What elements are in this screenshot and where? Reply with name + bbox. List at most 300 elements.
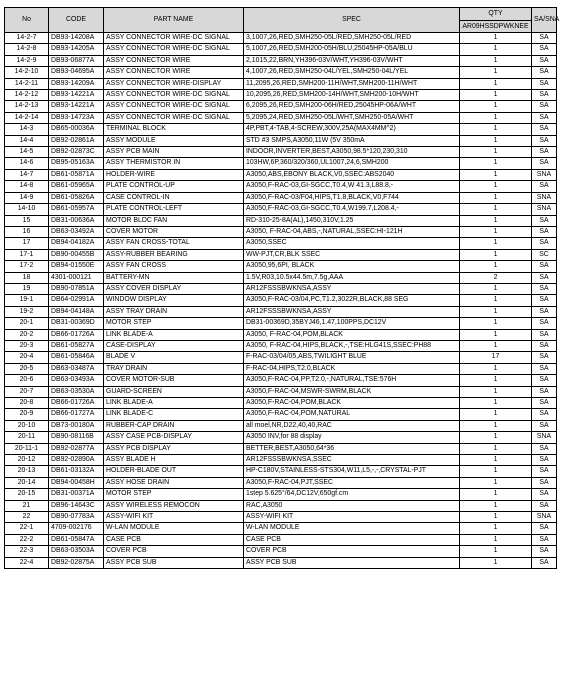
- cell-spec: 4P,PBT,4-TAB,4-SCREW,300V,25A(MAX4MM^2): [244, 124, 460, 135]
- table-row: [5, 352, 557, 363]
- table-row: [5, 204, 557, 215]
- cell-code: DB63-03492A: [49, 226, 104, 237]
- cell-no: 20-11-1: [5, 443, 49, 454]
- cell-no: 19-2: [5, 306, 49, 317]
- cell-no: 22-3: [5, 546, 49, 557]
- cell-part-name: ASSY CONNECTOR WIRE-DISPLAY: [104, 78, 244, 89]
- table-row: [5, 112, 557, 123]
- cell-part-name: HOLDER-BLADE OUT: [104, 466, 244, 477]
- cell-sa-sna: SNA: [532, 432, 557, 443]
- cell-qty: 1: [460, 181, 532, 192]
- cell-spec: A3050,ABS,EBONY BLACK,V0,SSEC:ABS2040: [244, 169, 460, 180]
- cell-code: DB90-00455B: [49, 249, 104, 260]
- cell-qty: 1: [460, 90, 532, 101]
- cell-qty: 1: [460, 534, 532, 545]
- cell-qty: 1: [460, 215, 532, 226]
- table-row: [5, 306, 557, 317]
- cell-sa-sna: SA: [532, 101, 557, 112]
- cell-sa-sna: SA: [532, 466, 557, 477]
- cell-part-name: COVER MOTOR: [104, 226, 244, 237]
- cell-part-name: ASSY COVER DISPLAY: [104, 283, 244, 294]
- cell-sa-sna: SA: [532, 181, 557, 192]
- cell-sa-sna: SA: [532, 295, 557, 306]
- cell-qty: 1: [460, 33, 532, 44]
- cell-part-name: ASSY HOSE DRAIN: [104, 477, 244, 488]
- cell-spec: F-RAC-03/04/05,ABS,TWILIGHT BLUE: [244, 352, 460, 363]
- cell-code: DB90-08116B: [49, 432, 104, 443]
- cell-part-name: ASSY FAN CROSS: [104, 261, 244, 272]
- cell-sa-sna: SA: [532, 557, 557, 568]
- cell-no: 14-2-7: [5, 33, 49, 44]
- table-row: [5, 546, 557, 557]
- cell-code: DB93-14205A: [49, 44, 104, 55]
- cell-qty: 1: [460, 329, 532, 340]
- cell-qty: 1: [460, 67, 532, 78]
- cell-no: 14-8: [5, 181, 49, 192]
- cell-spec: RD-310-25-8A(AL),1450,310V,1.25: [244, 215, 460, 226]
- cell-code: DB61-05871A: [49, 169, 104, 180]
- cell-sa-sna: SA: [532, 215, 557, 226]
- table-row: [5, 523, 557, 534]
- cell-part-name: HOLDER-WIRE: [104, 169, 244, 180]
- cell-part-name: ASSY CONNECTOR WIRE-DC SIGNAL: [104, 112, 244, 123]
- cell-spec: WW-PJT,CR,BLK SSEC: [244, 249, 460, 260]
- cell-qty: 1: [460, 147, 532, 158]
- table-row: [5, 386, 557, 397]
- cell-part-name: LINK BLADE-A: [104, 398, 244, 409]
- cell-code: DB61-05957A: [49, 204, 104, 215]
- cell-sa-sna: SA: [532, 534, 557, 545]
- cell-part-name: MOTOR STEP: [104, 489, 244, 500]
- cell-code: DB66-01726A: [49, 329, 104, 340]
- cell-spec: A3050,SSEC: [244, 238, 460, 249]
- table-row: [5, 375, 557, 386]
- cell-qty: 1: [460, 78, 532, 89]
- cell-part-name: TRAY DRAIN: [104, 363, 244, 374]
- cell-part-name: ASSY PCB DISPLAY: [104, 443, 244, 454]
- table-row: [5, 181, 557, 192]
- cell-code: DB31-00371A: [49, 489, 104, 500]
- cell-qty: 1: [460, 261, 532, 272]
- cell-spec: INDOOR,INVERTER,BEST,A3050,98.5*120,230,310: [244, 147, 460, 158]
- table-row: [5, 557, 557, 568]
- cell-sa-sna: SA: [532, 55, 557, 66]
- cell-part-name: ASSY CONNECTOR WIRE: [104, 55, 244, 66]
- table-row: [5, 500, 557, 511]
- cell-sa-sna: SA: [532, 489, 557, 500]
- cell-no: 20-15: [5, 489, 49, 500]
- cell-part-name: COVER PCB: [104, 546, 244, 557]
- cell-sa-sna: SA: [532, 261, 557, 272]
- cell-qty: 1: [460, 192, 532, 203]
- cell-part-name: ASSY CONNECTOR WIRE-DC SIGNAL: [104, 90, 244, 101]
- cell-no: 20-3: [5, 340, 49, 351]
- cell-sa-sna: SA: [532, 386, 557, 397]
- cell-sa-sna: SA: [532, 398, 557, 409]
- cell-spec: A3050,F-RAC-03/04,PC,T1.2,3022R,BLACK,88 SEG: [244, 295, 460, 306]
- cell-spec: 3,1007,26,RED,SMH250-05L/RED,SMH250-05L/RED: [244, 33, 460, 44]
- cell-part-name: TERMINAL BLOCK: [104, 124, 244, 135]
- cell-code: DB94-04148A: [49, 306, 104, 317]
- cell-part-name: W-LAN MODULE: [104, 523, 244, 534]
- cell-no: 22-4: [5, 557, 49, 568]
- cell-spec: BETTER,BEST,A3050,64*36: [244, 443, 460, 454]
- cell-sa-sna: SA: [532, 306, 557, 317]
- cell-no: 14-2-10: [5, 67, 49, 78]
- cell-spec: A3050,F-RAC-03/F04,HIPS,T1.8,BLACK,V0,F744: [244, 192, 460, 203]
- cell-no: 20-4: [5, 352, 49, 363]
- table-row: [5, 67, 557, 78]
- cell-qty: 1: [460, 443, 532, 454]
- cell-sa-sna: SA: [532, 67, 557, 78]
- cell-spec: A3050 INV,for 88 display: [244, 432, 460, 443]
- cell-spec: 103HW,6P,360/320/360,UL1007,24,6,SMH200: [244, 158, 460, 169]
- cell-code: DB61-03132A: [49, 466, 104, 477]
- cell-sa-sna: SA: [532, 340, 557, 351]
- cell-spec: ASSY PCB SUB: [244, 557, 460, 568]
- cell-code: DB63-03487A: [49, 363, 104, 374]
- cell-qty: 1: [460, 386, 532, 397]
- cell-sa-sna: SA: [532, 443, 557, 454]
- parts-list-sheet: [4, 7, 560, 569]
- cell-part-name: ASSY-RUBBER BEARING: [104, 249, 244, 260]
- cell-spec: A3050,F-RAC-04,PP,T2.0,-,NATURAL,TSE:576H: [244, 375, 460, 386]
- table-row: [5, 192, 557, 203]
- cell-qty: 1: [460, 500, 532, 511]
- cell-part-name: WINDOW DISPLAY: [104, 295, 244, 306]
- table-row: [5, 398, 557, 409]
- cell-no: 19-1: [5, 295, 49, 306]
- cell-spec: A3050, F-RAC-04,POM,BLACK: [244, 329, 460, 340]
- header-code: CODE: [49, 8, 104, 33]
- cell-sa-sna: SA: [532, 78, 557, 89]
- cell-qty: 1: [460, 295, 532, 306]
- cell-spec: all moel,NR,D22,40,40,RAC: [244, 420, 460, 431]
- table-row: [5, 318, 557, 329]
- cell-code: DB92-02861A: [49, 135, 104, 146]
- cell-qty: 1: [460, 455, 532, 466]
- cell-part-name: ASSY CONNECTOR WIRE: [104, 67, 244, 78]
- cell-qty: 2: [460, 272, 532, 283]
- cell-sa-sna: SC: [532, 249, 557, 260]
- cell-spec: A3050,F-RAC-04,POM,BLACK: [244, 398, 460, 409]
- cell-qty: 1: [460, 557, 532, 568]
- table-row: [5, 147, 557, 158]
- cell-no: 16: [5, 226, 49, 237]
- cell-qty: 1: [460, 158, 532, 169]
- cell-qty: 1: [460, 44, 532, 55]
- cell-qty: 1: [460, 283, 532, 294]
- cell-part-name: ASSY MODULE: [104, 135, 244, 146]
- cell-code: DB61-05846A: [49, 352, 104, 363]
- cell-qty: 1: [460, 398, 532, 409]
- cell-qty: 1: [460, 432, 532, 443]
- cell-part-name: ASSY WIRELESS REMOCON: [104, 500, 244, 511]
- cell-sa-sna: SNA: [532, 204, 557, 215]
- cell-spec: AR12FSSSBWKNSA,ASSY: [244, 306, 460, 317]
- cell-code: DB66-01727A: [49, 409, 104, 420]
- cell-no: 20-14: [5, 477, 49, 488]
- cell-part-name: LINK BLADE-A: [104, 329, 244, 340]
- cell-no: 20-9: [5, 409, 49, 420]
- table-row: [5, 512, 557, 523]
- cell-sa-sna: SA: [532, 477, 557, 488]
- cell-code: DB93-14221A: [49, 101, 104, 112]
- table-row: [5, 272, 557, 283]
- cell-qty: 1: [460, 466, 532, 477]
- cell-code: DB64-02991A: [49, 295, 104, 306]
- cell-part-name: CASE PCB: [104, 534, 244, 545]
- cell-sa-sna: SA: [532, 226, 557, 237]
- parts-table-body: [5, 33, 557, 569]
- cell-no: 20-7: [5, 386, 49, 397]
- cell-qty: 1: [460, 375, 532, 386]
- cell-qty: 1: [460, 489, 532, 500]
- cell-sa-sna: SA: [532, 238, 557, 249]
- cell-spec: A3050,F-RAC-04,PJT,SSEC: [244, 477, 460, 488]
- table-row: [5, 78, 557, 89]
- cell-no: 14-10: [5, 204, 49, 215]
- cell-code: DB61-05827A: [49, 340, 104, 351]
- cell-sa-sna: SNA: [532, 169, 557, 180]
- cell-sa-sna: SA: [532, 375, 557, 386]
- cell-spec: 11,2095,26,RED,SMH200-11H/WHT,SMH200-11H/WHT: [244, 78, 460, 89]
- cell-qty: 1: [460, 238, 532, 249]
- cell-spec: CASE PCB: [244, 534, 460, 545]
- cell-no: 20-11: [5, 432, 49, 443]
- cell-part-name: ASSY PCB MAIN: [104, 147, 244, 158]
- cell-part-name: ASSY CONNECTOR WIRE-DC SIGNAL: [104, 101, 244, 112]
- cell-sa-sna: SA: [532, 500, 557, 511]
- table-row: [5, 226, 557, 237]
- cell-spec: RAC,A3050: [244, 500, 460, 511]
- cell-qty: 1: [460, 409, 532, 420]
- cell-sa-sna: SA: [532, 124, 557, 135]
- cell-code: DB63-03503A: [49, 546, 104, 557]
- cell-no: 20-5: [5, 363, 49, 374]
- cell-no: 14-5: [5, 147, 49, 158]
- cell-code: DB92-02877A: [49, 443, 104, 454]
- cell-no: 20-10: [5, 420, 49, 431]
- cell-sa-sna: SA: [532, 523, 557, 534]
- cell-code: DB65-00036A: [49, 124, 104, 135]
- table-row: [5, 249, 557, 260]
- cell-qty: 1: [460, 55, 532, 66]
- cell-sa-sna: SA: [532, 352, 557, 363]
- cell-code: DB93-04695A: [49, 67, 104, 78]
- cell-no: 14-2-11: [5, 78, 49, 89]
- cell-no: 17-2: [5, 261, 49, 272]
- cell-part-name: BLADE V: [104, 352, 244, 363]
- cell-sa-sna: SA: [532, 318, 557, 329]
- cell-no: 22-2: [5, 534, 49, 545]
- cell-code: DB96-14643C: [49, 500, 104, 511]
- cell-code: DB61-05965A: [49, 181, 104, 192]
- cell-spec: F-RAC-04,HIPS,T2.0,BLACK: [244, 363, 460, 374]
- cell-no: 14-2-8: [5, 44, 49, 55]
- table-row: [5, 44, 557, 55]
- cell-qty: 1: [460, 169, 532, 180]
- cell-no: 20-6: [5, 375, 49, 386]
- table-row: [5, 90, 557, 101]
- cell-code: 4301-000121: [49, 272, 104, 283]
- header-spec: SPEC: [244, 8, 460, 33]
- cell-part-name: ASSY CONNECTOR WIRE-DC SIGNAL: [104, 33, 244, 44]
- cell-no: 15: [5, 215, 49, 226]
- cell-part-name: PLATE CONTROL-LEFT: [104, 204, 244, 215]
- table-row: [5, 169, 557, 180]
- cell-sa-sna: SA: [532, 272, 557, 283]
- table-row: [5, 101, 557, 112]
- cell-code: DB94-04182A: [49, 238, 104, 249]
- cell-spec: A3050, F-RAC-04,HIPS,BLACK,-,TSE:HLG41S,SSEC:PH88: [244, 340, 460, 351]
- cell-qty: 1: [460, 523, 532, 534]
- table-row: [5, 158, 557, 169]
- cell-no: 14-2-12: [5, 90, 49, 101]
- cell-part-name: ASSY CASE PCB-DISPLAY: [104, 432, 244, 443]
- cell-qty: 1: [460, 420, 532, 431]
- cell-code: DB95-05163A: [49, 158, 104, 169]
- cell-qty: 1: [460, 546, 532, 557]
- cell-no: 21: [5, 500, 49, 511]
- cell-sa-sna: SA: [532, 329, 557, 340]
- cell-part-name: ASSY PCB SUB: [104, 557, 244, 568]
- table-row: [5, 409, 557, 420]
- table-row: [5, 489, 557, 500]
- header-sa-sna: SA/SNA: [532, 8, 557, 33]
- cell-sa-sna: SA: [532, 147, 557, 158]
- table-row: [5, 329, 557, 340]
- table-row: [5, 33, 557, 44]
- table-row: [5, 135, 557, 146]
- cell-code: DB92-02873C: [49, 147, 104, 158]
- table-row: [5, 261, 557, 272]
- cell-part-name: CASE-DISPLAY: [104, 340, 244, 351]
- cell-part-name: ASSY-WIFI KIT: [104, 512, 244, 523]
- cell-part-name: RUBBER-CAP DRAIN: [104, 420, 244, 431]
- cell-sa-sna: SA: [532, 455, 557, 466]
- table-row: [5, 432, 557, 443]
- cell-sa-sna: SA: [532, 409, 557, 420]
- table-row: [5, 124, 557, 135]
- cell-qty: 1: [460, 363, 532, 374]
- cell-spec: 6,2095,26,RED,SMH200-06H/RED,25045HP-06A/WHT: [244, 101, 460, 112]
- cell-no: 22: [5, 512, 49, 523]
- cell-sa-sna: SA: [532, 283, 557, 294]
- cell-part-name: CASE CONTROL-IN: [104, 192, 244, 203]
- cell-no: 20-12: [5, 455, 49, 466]
- cell-no: 17-1: [5, 249, 49, 260]
- cell-qty: 1: [460, 124, 532, 135]
- cell-part-name: ASSY CONNECTOR WIRE-DC SIGNAL: [104, 44, 244, 55]
- cell-spec: AR12FSSSBWKNSA,SSEC: [244, 455, 460, 466]
- table-row: [5, 443, 557, 454]
- cell-no: 20-8: [5, 398, 49, 409]
- cell-no: 20-1: [5, 318, 49, 329]
- cell-spec: A3050,95,6PI, BLACK: [244, 261, 460, 272]
- cell-no: 14-2-14: [5, 112, 49, 123]
- cell-spec: ASSY-WIFI KIT: [244, 512, 460, 523]
- table-row: [5, 295, 557, 306]
- parts-table: [4, 7, 560, 569]
- cell-spec: A3050, F-RAC-04,ABS,-,NATURAL,SSEC:HI-121H: [244, 226, 460, 237]
- table-row: [5, 363, 557, 374]
- cell-part-name: GUARD-SCREEN: [104, 386, 244, 397]
- cell-sa-sna: SA: [532, 135, 557, 146]
- cell-sa-sna: SA: [532, 420, 557, 431]
- cell-sa-sna: SA: [532, 90, 557, 101]
- cell-qty: 1: [460, 318, 532, 329]
- cell-no: 22-1: [5, 523, 49, 534]
- cell-no: 14-7: [5, 169, 49, 180]
- cell-code: DB31-00369D: [49, 318, 104, 329]
- header-no: No: [5, 8, 49, 33]
- cell-spec: DB31-00369D,35BYJ46,1.47,100PPS,DC12V: [244, 318, 460, 329]
- cell-code: DB93-14209A: [49, 78, 104, 89]
- cell-code: DB90-07783A: [49, 512, 104, 523]
- cell-qty: 1: [460, 112, 532, 123]
- cell-code: DB92-02890A: [49, 455, 104, 466]
- cell-qty: 1: [460, 340, 532, 351]
- cell-no: 14-6: [5, 158, 49, 169]
- table-row: [5, 238, 557, 249]
- cell-code: DB93-14723A: [49, 112, 104, 123]
- cell-spec: 5,1007,26,RED,SMH200-05H/BLU,25045HP-05A/BLU: [244, 44, 460, 55]
- cell-code: DB73-00180A: [49, 420, 104, 431]
- cell-qty: 1: [460, 306, 532, 317]
- cell-part-name: PLATE CONTROL-UP: [104, 181, 244, 192]
- cell-no: 14-2-13: [5, 101, 49, 112]
- cell-code: DB66-01726A: [49, 398, 104, 409]
- cell-code: DB61-05847A: [49, 534, 104, 545]
- cell-spec: COVER PCB: [244, 546, 460, 557]
- cell-sa-sna: SA: [532, 158, 557, 169]
- cell-no: 20-2: [5, 329, 49, 340]
- table-row: [5, 340, 557, 351]
- cell-code: DB31-00636A: [49, 215, 104, 226]
- cell-spec: W-LAN MODULE: [244, 523, 460, 534]
- cell-qty: 1: [460, 101, 532, 112]
- header-part-name: PART NAME: [104, 8, 244, 33]
- cell-part-name: ASSY BLADE H: [104, 455, 244, 466]
- cell-spec: A3050,F-RAC-03,GI-SGCC,T0.4,W 41.3,L88.8,-: [244, 181, 460, 192]
- cell-spec: 1.5V,R03,10.5x44.5m,7.5g,AAA: [244, 272, 460, 283]
- cell-code: DB94-01550E: [49, 261, 104, 272]
- cell-qty: 1: [460, 512, 532, 523]
- cell-code: DB63-03493A: [49, 375, 104, 386]
- cell-part-name: BATTERY-MN: [104, 272, 244, 283]
- cell-code: DB63-03530A: [49, 386, 104, 397]
- cell-part-name: MOTOR STEP: [104, 318, 244, 329]
- cell-no: 14-4: [5, 135, 49, 146]
- cell-sa-sna: SA: [532, 546, 557, 557]
- cell-sa-sna: SNA: [532, 512, 557, 523]
- table-row: [5, 283, 557, 294]
- table-row: [5, 466, 557, 477]
- cell-spec: A3050,F-RAC-04,POM,NATURAL: [244, 409, 460, 420]
- cell-code: DB92-02875A: [49, 557, 104, 568]
- cell-qty: 1: [460, 204, 532, 215]
- cell-sa-sna: SA: [532, 112, 557, 123]
- cell-spec: 1step 5.625°/64,DC12V,650gf.cm: [244, 489, 460, 500]
- cell-part-name: ASSY FAN CROSS-TOTAL: [104, 238, 244, 249]
- cell-spec: 4,1007,26,RED,SMH250-04L/YEL,SMH250-04L/YEL: [244, 67, 460, 78]
- header-qty: QTY: [460, 8, 532, 21]
- cell-qty: 17: [460, 352, 532, 363]
- cell-part-name: MOTOR BLDC FAN: [104, 215, 244, 226]
- cell-sa-sna: SA: [532, 44, 557, 55]
- cell-spec: 2,1015,22,BRN,YH396-03V/WHT,YH396-03V/WHT: [244, 55, 460, 66]
